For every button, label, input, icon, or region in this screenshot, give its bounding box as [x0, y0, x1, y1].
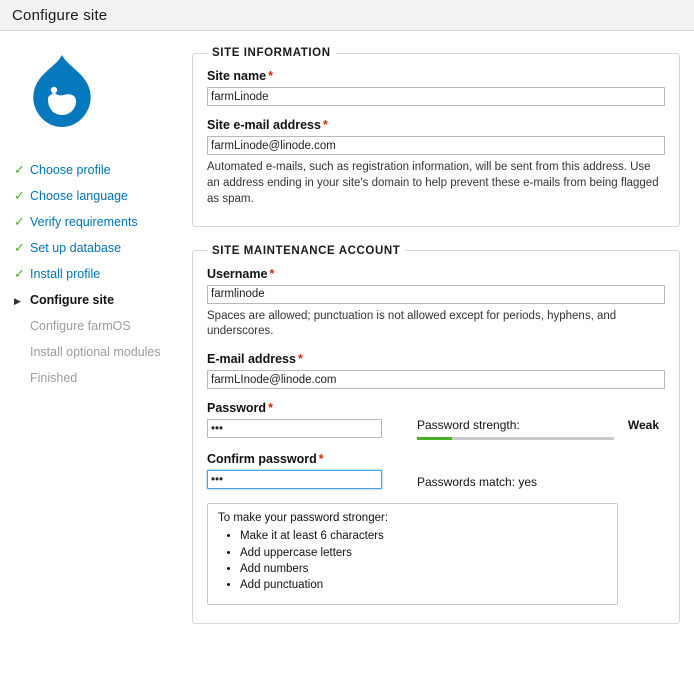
password-strength-bar — [417, 437, 452, 440]
sidebar-item-configure-site — [14, 287, 186, 313]
password-label-text: Password — [207, 401, 267, 416]
step-label: Verify requirements — [30, 215, 138, 229]
password-tips-list — [218, 528, 607, 593]
site-name-label — [207, 69, 665, 83]
site-email-input[interactable] — [207, 136, 665, 155]
sidebar-item-install-optional-modules — [14, 339, 186, 365]
check-icon: ✓ — [14, 214, 25, 229]
username-field — [207, 267, 665, 341]
password-tips — [207, 503, 618, 604]
step-label: Configure farmOS — [30, 319, 131, 333]
username-label — [207, 267, 665, 281]
sidebar-item-install-profile — [14, 261, 186, 287]
required-marker: * — [322, 118, 328, 132]
username-input[interactable] — [207, 285, 665, 304]
account-email-input[interactable] — [207, 370, 665, 389]
list-item: • Add numbers — [240, 561, 607, 577]
step-label: Choose language — [30, 189, 128, 203]
site-name-field — [207, 69, 665, 106]
check-icon: ✓ — [14, 162, 25, 177]
password-input[interactable] — [207, 419, 382, 438]
sidebar-item-finished — [14, 365, 186, 391]
account-email-label-text: E-mail address — [207, 352, 296, 367]
sidebar-item-choose-language — [14, 183, 186, 209]
confirm-password-label — [207, 452, 382, 466]
username-description: Spaces are allowed; punctuation is not allowed except for periods, hyphens, and underscores. — [207, 309, 617, 338]
site-email-field — [207, 118, 665, 208]
password-match-text: Passwords match: yes — [417, 475, 538, 490]
required-marker: * — [297, 352, 303, 367]
required-marker: * — [269, 266, 275, 281]
site-email-description: Automated e-mails, such as registration information, will be sent from this address. Use an address ending in your site's domain to help prevent these e-mails from being flagged as spam. — [207, 161, 659, 205]
installer-steps — [14, 157, 186, 391]
step-label: Install optional modules — [30, 345, 161, 359]
site-name-input[interactable] — [207, 87, 665, 106]
confirm-password-field — [207, 452, 382, 489]
step-label: Choose profile — [30, 163, 111, 177]
sidebar-item-choose-profile — [14, 157, 186, 183]
step-label: Finished — [30, 371, 78, 385]
confirm-password-input[interactable] — [207, 470, 382, 489]
confirm-password-label-text: Confirm password — [207, 452, 317, 467]
installer-sidebar — [6, 47, 186, 642]
password-strength-label: Password strength: — [417, 418, 520, 433]
sidebar-item-verify-requirements — [14, 209, 186, 235]
site-email-label-text: Site e-mail address — [207, 118, 321, 132]
username-label-text: Username — [207, 266, 268, 281]
password-strength-meter — [417, 437, 614, 440]
account-email-label — [207, 352, 665, 366]
site-maintenance-account-panel — [192, 245, 680, 624]
step-label: Install profile — [30, 267, 101, 281]
window-titlebar — [0, 0, 694, 31]
site-information-legend: SITE INFORMATION — [212, 47, 331, 59]
password-match-block — [382, 452, 665, 489]
drupal-logo-icon — [20, 51, 104, 135]
site-maintenance-account-legend: SITE MAINTENANCE ACCOUNT — [212, 244, 401, 257]
step-label: Configure site — [30, 293, 115, 307]
list-item: • Add punctuation — [240, 577, 607, 593]
password-field — [207, 401, 382, 438]
required-marker: * — [268, 401, 273, 416]
password-row — [207, 401, 665, 440]
check-icon: ✓ — [14, 188, 25, 203]
check-icon: ✓ — [14, 240, 25, 255]
triangle-right-icon: ▶ — [14, 296, 21, 306]
window-title: Configure site — [12, 6, 108, 24]
site-name-label-text: Site name — [207, 69, 267, 83]
site-email-label — [207, 118, 665, 132]
password-strength-value: Weak — [627, 418, 659, 433]
required-marker: * — [268, 69, 273, 83]
check-icon: ✓ — [14, 266, 25, 281]
password-label — [207, 401, 382, 415]
site-information-panel — [192, 47, 680, 227]
installer-form — [186, 47, 680, 642]
sidebar-item-configure-farmos — [14, 313, 186, 339]
password-tips-title: To make your password stronger: — [218, 512, 389, 525]
page-body — [0, 31, 694, 642]
step-label: Set up database — [30, 241, 122, 255]
account-email-field — [207, 352, 665, 389]
password-strength-line — [417, 418, 665, 432]
sidebar-item-set-up-database — [14, 235, 186, 261]
password-strength-block — [382, 401, 665, 440]
list-item: • Make it at least 6 characters — [240, 528, 607, 544]
list-item: • Add uppercase letters — [240, 545, 607, 561]
required-marker: * — [318, 452, 324, 467]
confirm-password-row — [207, 452, 665, 489]
